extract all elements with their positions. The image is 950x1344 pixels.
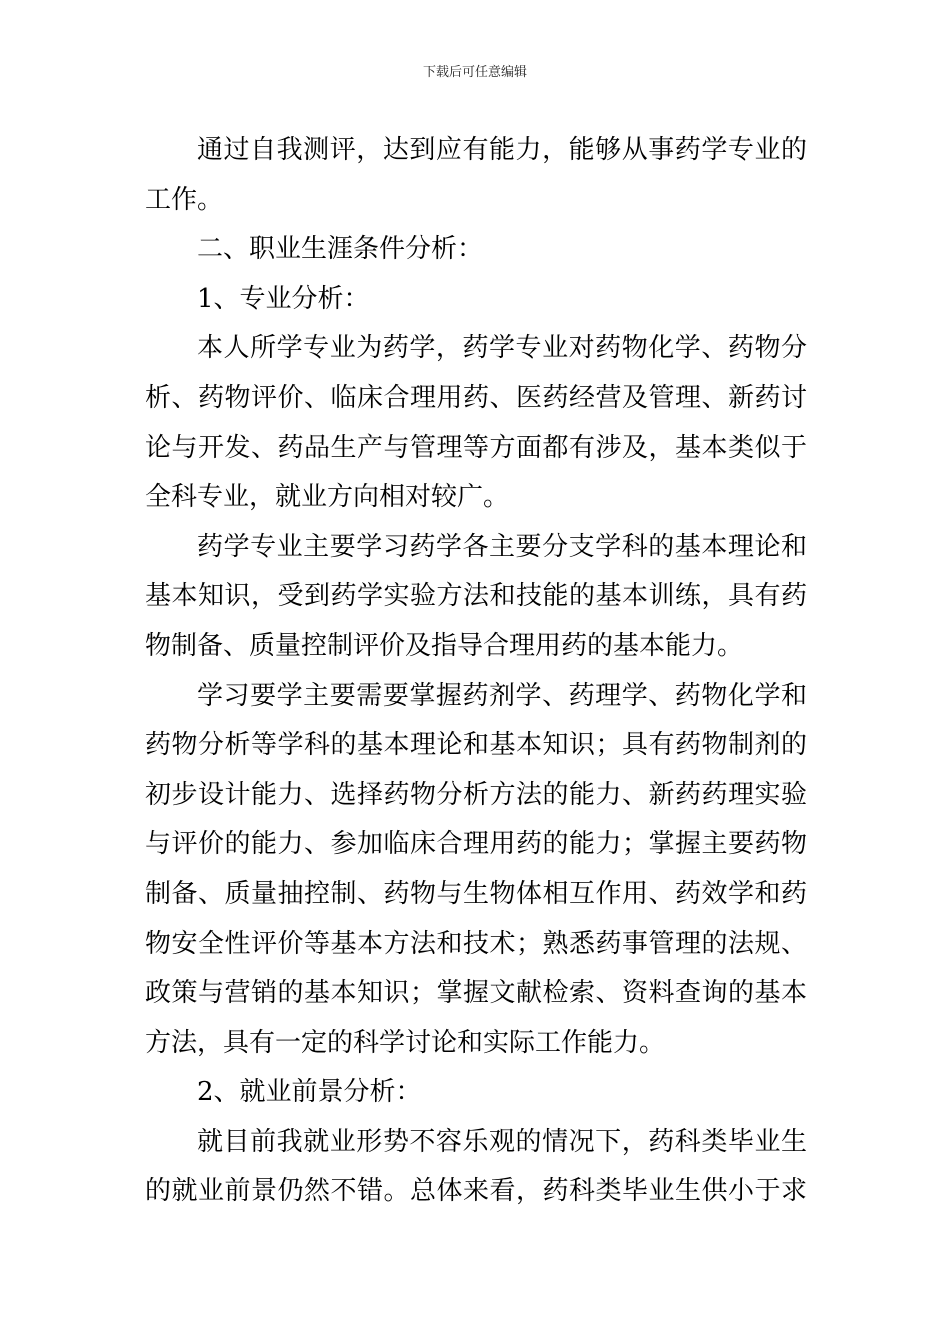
paragraph-line: 论与开发、药品生产与管理等方面都有涉及，基本类似于 — [145, 432, 807, 463]
paragraph-line: 初步设计能力、选择药物分析方法的能力、新药药理实验 — [145, 779, 807, 810]
page-header: 下载后可任意编辑 — [422, 65, 527, 80]
paragraph-line: 制备、质量抽控制、药物与生物体相互作用、药效学和药 — [145, 878, 807, 909]
paragraph-line: 通过自我测评，达到应有能力，能够从事药学专业的 — [197, 135, 807, 165]
paragraph-line: 药物分析等学科的基本理论和基本知识；具有药物制剂的 — [145, 730, 807, 761]
paragraph-line: 与评价的能力、参加临床合理用药的能力；掌握主要药物 — [145, 829, 807, 860]
paragraph-line: 基本知识，受到药学实验方法和技能的基本训练，具有药 — [145, 581, 807, 612]
paragraph-line: 药学专业主要学习药学各主要分支学科的基本理论和 — [197, 531, 807, 562]
paragraph-line: 析、药物评价、临床合理用药、医药经营及管理、新药讨 — [145, 382, 807, 413]
subsection-heading: 1、专业分析： — [197, 283, 370, 314]
paragraph-line: 工作。 — [145, 184, 224, 215]
paragraph-line: 的就业前景仍然不错。总体来看，药科类毕业生供小于求 — [145, 1176, 807, 1207]
paragraph-line: 政策与营销的基本知识；掌握文献检索、资料查询的基本 — [145, 978, 807, 1009]
paragraph-line: 学习要学主要需要掌握药剂学、药理学、药物化学和 — [197, 680, 807, 711]
paragraph-line: 全科专业，就业方向相对较广。 — [145, 482, 510, 513]
document-body — [145, 126, 807, 1217]
section-heading: 二、职业生涯条件分析： — [197, 234, 484, 265]
paragraph-line: 方法，具有一定的科学讨论和实际工作能力。 — [145, 1027, 666, 1058]
subsection-heading: 2、就业前景分析： — [197, 1077, 422, 1108]
paragraph-line: 物安全性评价等基本方法和技术；熟悉药事管理的法规、 — [145, 928, 807, 959]
paragraph-line: 就目前我就业形势不容乐观的情况下，药科类毕业生 — [197, 1126, 807, 1157]
paragraph-line: 本人所学专业为药学，药学专业对药物化学、药物分 — [197, 333, 807, 364]
paragraph-line: 物制备、质量控制评价及指导合理用药的基本能力。 — [145, 630, 744, 661]
